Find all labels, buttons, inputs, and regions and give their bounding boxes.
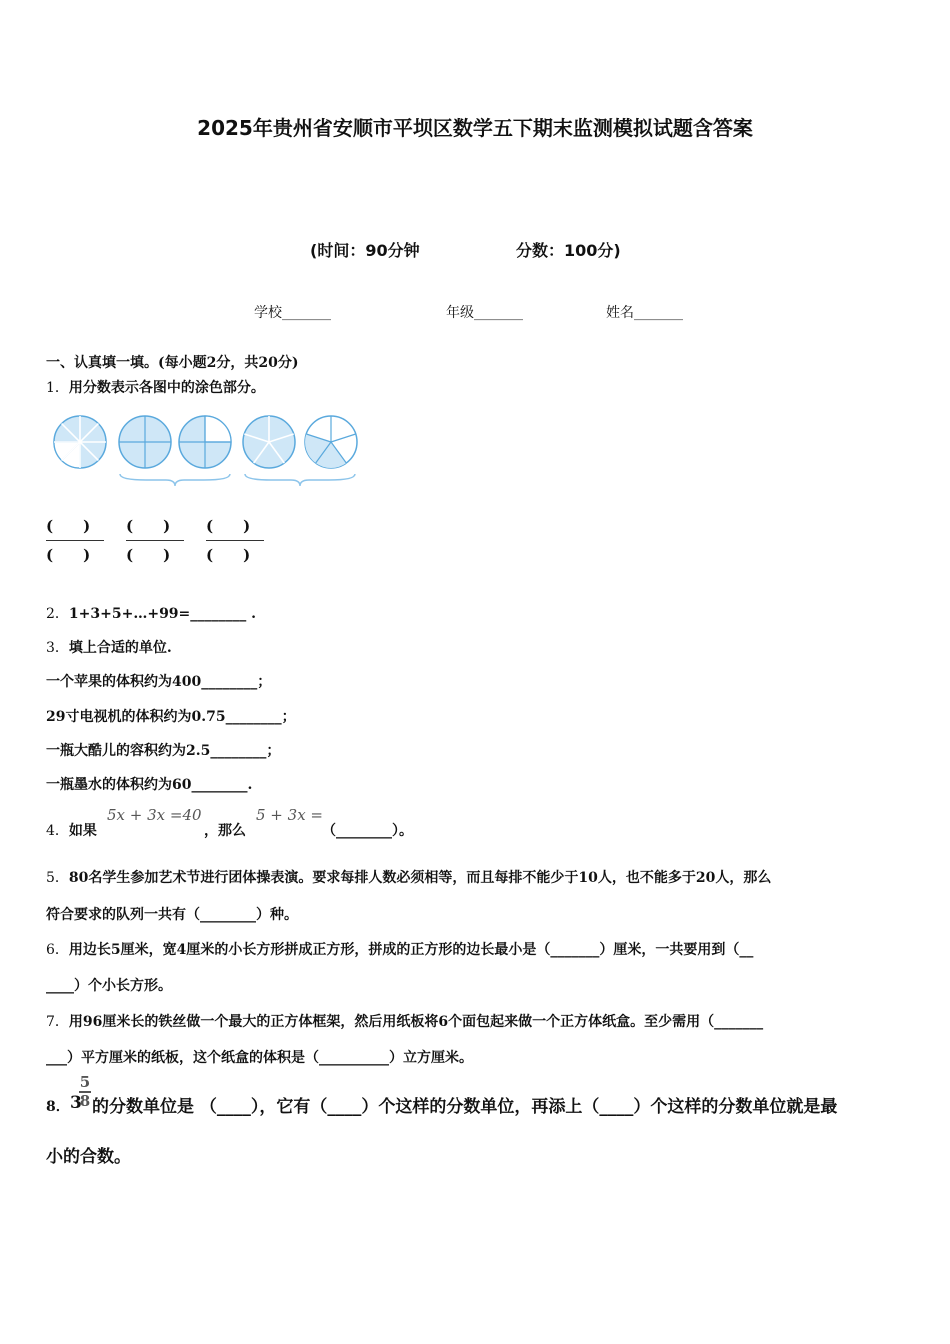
q3-item-1: 一个苹果的体积约为400________； — [46, 674, 272, 690]
question-number: 6． — [46, 942, 69, 958]
question-text: 填上合适的单位. — [68, 640, 172, 656]
q8-line-1: 的分数单位是 （____），它有（____）个这样的分数单位，再添上（____）个这样的分数单位就是最 — [92, 1097, 838, 1117]
question-text: 80名学生参加艺术节进行团体操表演。要求每排人数必须相等，而且每排不能少于10人，也不能多于20人，那么 — [68, 870, 772, 886]
q4-equation-2: 5 + 3x = — [256, 806, 323, 824]
denominator-blank[interactable]: ( ) — [46, 546, 91, 564]
pie-eighths — [54, 416, 106, 468]
grade-field[interactable]: 年级_______ — [446, 305, 523, 321]
q8-line-2: 小的合数。 — [46, 1147, 131, 1167]
numerator-blank[interactable]: ( ) — [206, 517, 251, 535]
q4-equation-1: 5x + 3x =40 — [107, 806, 202, 824]
question-7 — [46, 1011, 763, 1031]
denominator-blank[interactable]: ( ) — [126, 546, 171, 564]
numerator-blank[interactable]: ( ) — [126, 517, 171, 535]
question-4 — [46, 820, 97, 840]
fraction-answer-1[interactable] — [46, 515, 104, 565]
fraction-answer-2[interactable] — [126, 515, 184, 565]
q6-line-2: ____）个小长方形。 — [46, 978, 172, 994]
fraction-bar — [206, 540, 264, 541]
q3-item-3: 一瓶大酷儿的容积约为2.5________； — [46, 743, 281, 759]
brace-left — [120, 474, 230, 486]
question-number: 3． — [46, 640, 69, 656]
pie-fifths-partial — [305, 416, 357, 468]
question-number: 2． — [46, 606, 69, 622]
question-text: 用分数表示各图中的涂色部分。 — [68, 380, 265, 396]
question-5 — [46, 867, 771, 887]
question-3 — [46, 637, 172, 657]
q3-item-2: 29寸电视机的体积约为0.75________； — [46, 709, 296, 725]
q4-pre: 如果 — [68, 823, 97, 839]
question-number: 4． — [46, 823, 69, 839]
question-8-number: 8． — [46, 1099, 70, 1115]
q4-mid: ，那么 — [204, 823, 246, 839]
pie-quarters-full — [119, 416, 171, 468]
denominator-blank[interactable]: ( ) — [206, 546, 251, 564]
q7-line-2: ___）平方厘米的纸板，这个纸盒的体积是（__________）立方厘米。 — [46, 1050, 473, 1066]
question-text: 用96厘米长的铁丝做一个最大的正方体框架，然后用纸板将6个面包起来做一个正方体纸盒。至少需用（_______ — [68, 1014, 764, 1030]
pie-quarters-partial — [179, 416, 231, 468]
question-text: 用边长5厘米，宽4厘米的小长方形拼成正方形，拼成的正方形的边长最小是（_______）厘米，一共要用到（__ — [68, 942, 754, 958]
exam-score: 分数：100分) — [516, 241, 621, 260]
fraction-bar — [126, 540, 184, 541]
fraction-answer-3[interactable] — [206, 515, 264, 565]
question-text: 1+3+5+…+99=________ . — [68, 606, 257, 622]
question-number: 7． — [46, 1014, 69, 1030]
fraction-denominator: 8 — [79, 1091, 91, 1110]
pie-fifths-full — [243, 416, 295, 468]
brace-right — [245, 474, 355, 486]
question-1 — [46, 377, 265, 397]
question-6 — [46, 939, 753, 959]
name-field[interactable]: 姓名_______ — [606, 305, 683, 321]
pie-figures — [48, 408, 368, 492]
school-field[interactable]: 学校_______ — [254, 305, 331, 321]
q4-answer-blank[interactable]: （________）。 — [322, 823, 413, 839]
fraction-numerator: 5 — [79, 1073, 91, 1091]
q5-line-2: 符合要求的队列一共有（________）种。 — [46, 907, 298, 923]
section-heading: 一、认真填一填。(每小题2分，共20分) — [46, 355, 299, 371]
mixed-number-fraction — [79, 1074, 91, 1110]
q3-item-4: 一瓶墨水的体积约为60________. — [46, 777, 253, 793]
question-2 — [46, 603, 256, 623]
mixed-number-whole: 3 — [70, 1093, 82, 1113]
question-number: 1． — [46, 380, 69, 396]
question-number: 5． — [46, 870, 69, 886]
exam-time: (时间：90分钟 — [310, 241, 420, 260]
page-title: 2025年贵州省安顺市平坝区数学五下期末监测模拟试题含答案 — [197, 116, 753, 140]
numerator-blank[interactable]: ( ) — [46, 517, 91, 535]
fraction-bar — [46, 540, 104, 541]
